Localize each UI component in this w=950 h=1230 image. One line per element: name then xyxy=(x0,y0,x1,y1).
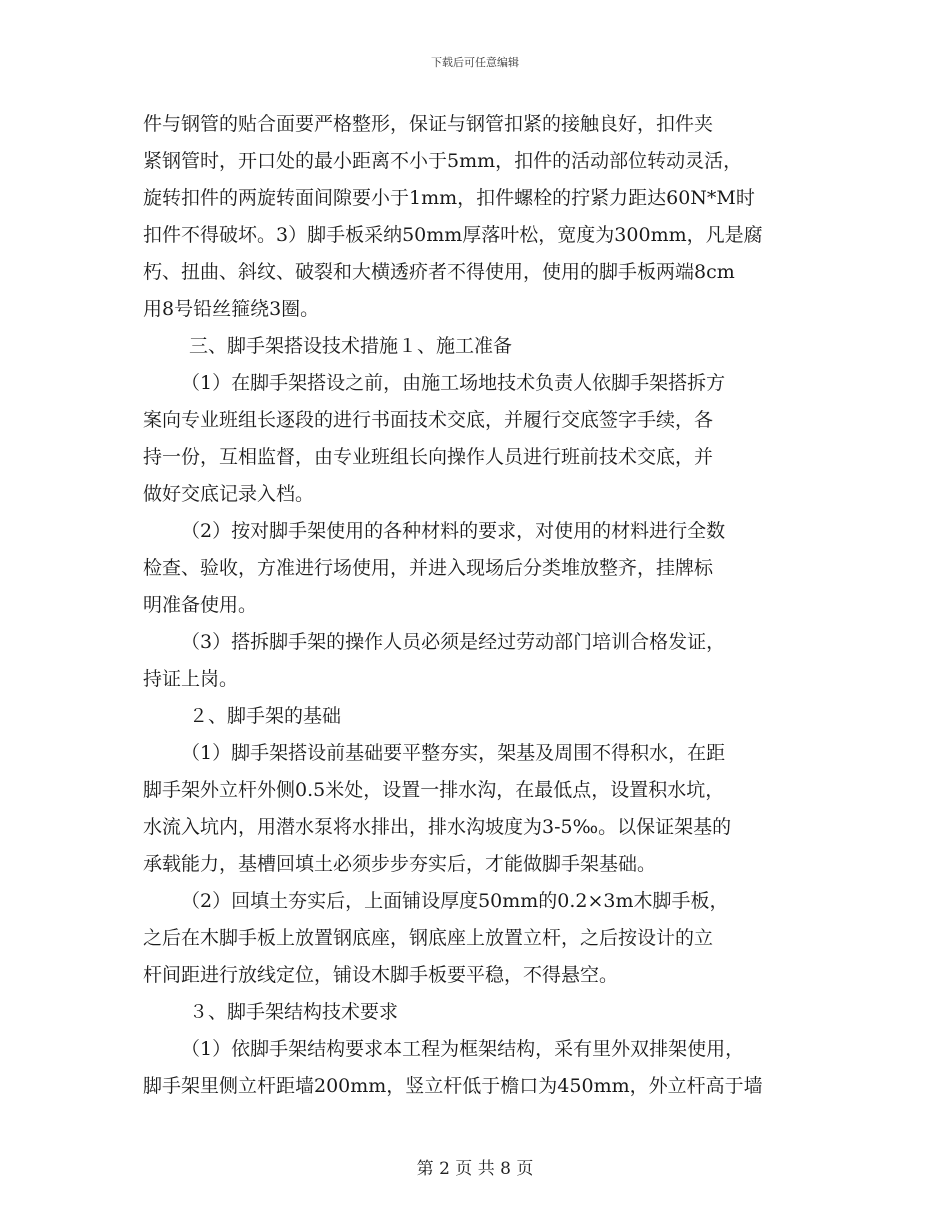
paragraph-line: 杆间距进行放线定位，铺设木脚手板要平稳，不得悬空。 xyxy=(143,964,619,986)
paragraph-line: （1）依脚手架结构要求本工程为框架结构，采有里外双排架使用， xyxy=(181,1038,745,1060)
paragraph-line: （2）回填土夯实后，上面铺设厚度50mm的0.2×3m木脚手板， xyxy=(181,890,729,912)
page-header: 下载后可任意编辑 xyxy=(431,56,519,69)
document-body xyxy=(143,106,823,1105)
paragraph-line: 朽、扭曲、斜纹、破裂和大横透疥者不得使用，使用的脚手板两端8cm xyxy=(143,261,735,283)
paragraph-line: 水流入坑内，用潜水泵将水排出，排水沟坡度为3-5‰。以保证架基的 xyxy=(143,816,732,838)
paragraph-line: 案向专业班组长逐段的进行书面技术交底，并履行交底签字手续，各 xyxy=(143,409,714,431)
paragraph-line: 脚手架里侧立杆距墙200mm，竖立杆低于檐口为450mm，外立杆高于墙 xyxy=(143,1075,763,1097)
section-heading: 三、脚手架搭设技术措施１、施工准备 xyxy=(189,335,513,357)
paragraph-line: 检查、验收，方准进行场使用，并进入现场后分类堆放整齐，挂牌标 xyxy=(143,557,714,579)
paragraph-line: 持一份，互相监督，由专业班组长向操作人员进行班前技术交底，并 xyxy=(143,446,714,468)
paragraph-line: 旋转扣件的两旋转面间隙要小于1mm，扣件螺栓的拧紧力距达60N*M时 xyxy=(143,187,755,209)
paragraph-line: 用8号铅丝箍绕3圈。 xyxy=(143,298,320,320)
paragraph-line: （1）脚手架搭设前基础要平整夯实，架基及周围不得积水，在距 xyxy=(181,742,726,764)
paragraph-line: （3）搭拆脚手架的操作人员必须是经过劳动部门培训合格发证， xyxy=(181,631,726,653)
section-heading: ２、脚手架的基础 xyxy=(189,705,342,727)
paragraph-line: 之后在木脚手板上放置钢底座，钢底座上放置立杆，之后按设计的立 xyxy=(143,927,714,949)
paragraph-line: 明准备使用。 xyxy=(143,594,258,616)
paragraph-line: 扣件不得破坏。3）脚手板采纳50mm厚落叶松，宽度为300mm，凡是腐 xyxy=(143,224,763,246)
page-footer: 第 2 页 共 8 页 xyxy=(416,1159,534,1179)
paragraph-line: 脚手架外立杆外侧0.5米处，设置一排水沟，在最低点，设置积水坑， xyxy=(143,779,725,801)
section-heading: ３、脚手架结构技术要求 xyxy=(189,1001,399,1023)
paragraph-line: 紧钢管时，开口处的最小距离不小于5mm，扣件的活动部位转动灵活， xyxy=(143,150,743,172)
paragraph-line: （2）按对脚手架使用的各种材料的要求，对使用的材料进行全数 xyxy=(181,520,726,542)
paragraph-line: 做好交底记录入档。 xyxy=(143,483,315,505)
paragraph-line: （1）在脚手架搭设之前，由施工场地技术负责人依脚手架搭拆方 xyxy=(181,372,726,394)
paragraph-line: 承载能力，基槽回填土必须步步夯实后，才能做脚手架基础。 xyxy=(143,853,657,875)
paragraph-line: 件与钢管的贴合面要严格整形，保证与钢管扣紧的接触良好，扣件夹 xyxy=(143,113,714,135)
paragraph-line: 持证上岗。 xyxy=(143,668,239,690)
